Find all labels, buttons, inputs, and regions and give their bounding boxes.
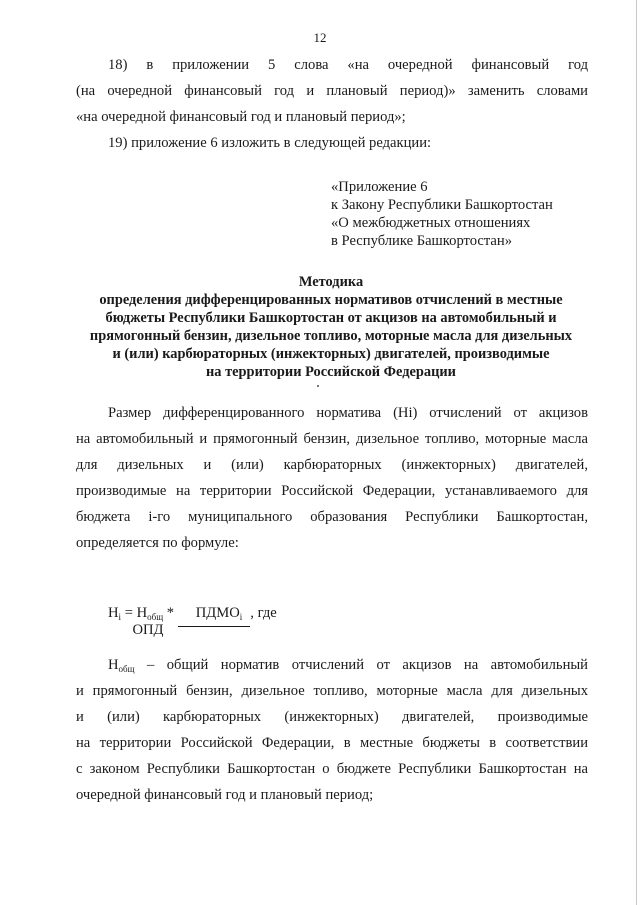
methodology-title-line-2: определения дифференцированных нормативов отчислений в местные bbox=[99, 292, 563, 308]
methodology-title-line-4: прямогонный бензин, дизельное топливо, моторные масла для дизельных bbox=[89, 328, 573, 344]
methodology-title-line-6: на территории Российской Федерации bbox=[206, 364, 456, 380]
appendix-header-line-4: в Республике Башкортостан» bbox=[331, 233, 513, 249]
paragraph-1-line-4: производимые на территории Российской Федерации, устанавливаемого для bbox=[76, 483, 588, 499]
methodology-title-line-1: Методика bbox=[298, 274, 364, 290]
formula-times: * bbox=[163, 605, 178, 621]
definition-symbol: Н bbox=[108, 657, 119, 673]
appendix-header-line-3: «О межбюджетных отношениях bbox=[331, 215, 531, 231]
paragraph-1-line-5: бюджета i-го муниципального образования Республики Башкортостан, bbox=[76, 509, 588, 525]
paragraph-1-line-2: на автомобильный и прямогонный бензин, дизельное топливо, моторные масла bbox=[76, 431, 588, 447]
appendix-header-line-2: к Закону Республики Башкортостан bbox=[331, 197, 553, 213]
methodology-title-line-5: и (или) карбюраторных (инжекторных) двигателей, производимые bbox=[112, 346, 550, 362]
definition-line-6: очередной финансовый год и плановый период; bbox=[76, 787, 374, 803]
paragraph-1-line-6: определяется по формуле: bbox=[76, 535, 239, 551]
page-number: 12 bbox=[313, 30, 327, 45]
formula-norm-sub: общ bbox=[147, 612, 164, 622]
item-18-line-1: 18) в приложении 5 слова «на очередной финансовый год bbox=[108, 57, 588, 73]
formula-lhs: Н bbox=[108, 605, 119, 621]
scan-speck bbox=[317, 385, 319, 387]
formula-eq: = Н bbox=[121, 605, 148, 621]
definition-line-1-text: – общий норматив отчислений от акцизов на автомобильный bbox=[134, 657, 588, 673]
definition-line-1 bbox=[108, 656, 588, 678]
page-edge bbox=[636, 0, 637, 905]
definition-line-4: на территории Российской Федерации, в местные бюджеты в соответствии bbox=[76, 735, 588, 751]
formula-suffix: , где bbox=[250, 605, 277, 621]
item-19: 19) приложение 6 изложить в следующей редакции: bbox=[108, 135, 432, 151]
definition-line-3: и (или) карбюраторных (инжекторных) двигателей, производимые bbox=[76, 709, 588, 725]
appendix-header-line-1: «Приложение 6 bbox=[331, 179, 428, 195]
formula-numerator-sub: i bbox=[239, 612, 243, 622]
paragraph-1-line-3: для дизельных и (или) карбюраторных (инжекторных) двигателей, bbox=[76, 457, 588, 473]
definition-line-5: с законом Республики Башкортостан о бюджете Республики Башкортостан на bbox=[76, 761, 588, 777]
item-18-line-2: (на очередной финансовый год и плановый период)» заменить словами bbox=[76, 83, 588, 99]
formula-numerator bbox=[178, 604, 251, 627]
definition-line-2: и прямогонный бензин, дизельное топливо, моторные масла для дизельных bbox=[76, 683, 588, 699]
methodology-title-line-3: бюджеты Республики Башкортостан от акцизов на автомобильный и bbox=[105, 310, 557, 326]
formula-lhs-sub: i bbox=[118, 612, 122, 622]
definition-symbol-sub: общ bbox=[118, 664, 135, 674]
item-18-line-3: «на очередной финансовый год и плановый период»; bbox=[76, 109, 406, 125]
formula-numerator-text: ПДМО bbox=[195, 605, 240, 621]
paragraph-1-line-1: Размер дифференцированного норматива (Нi) отчислений от акцизов bbox=[108, 405, 588, 421]
formula-denominator: ОПД bbox=[132, 622, 164, 638]
